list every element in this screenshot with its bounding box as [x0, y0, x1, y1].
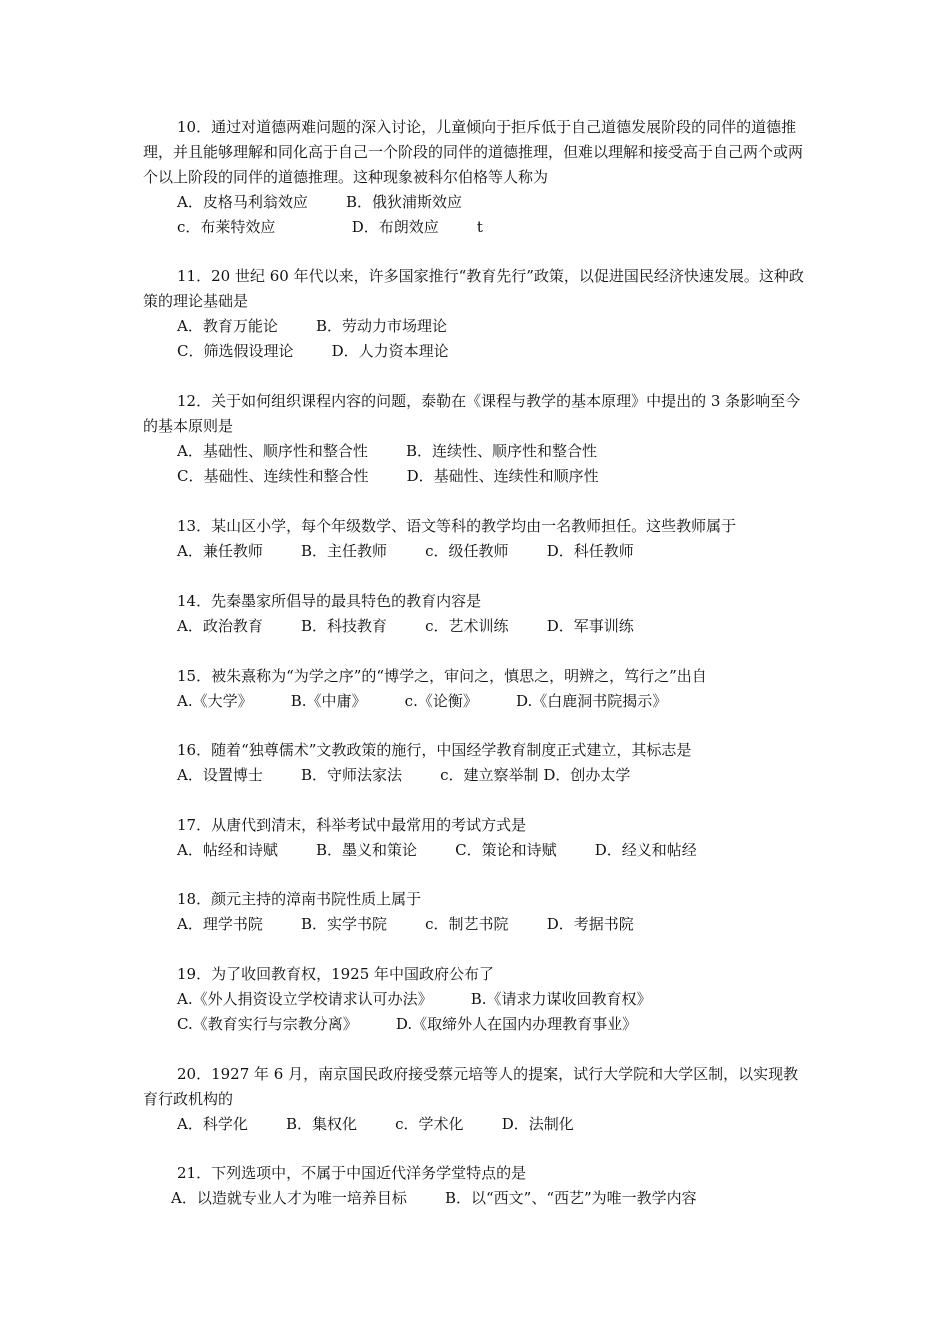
question-options: A．政治教育 B．科技教育 c．艺术训练 D．军事训练	[177, 617, 634, 635]
question-21	[143, 1161, 813, 1211]
question-18	[143, 887, 813, 937]
question-17	[143, 813, 813, 863]
question-stem: 19．为了收回教育权，1925 年中国政府公布了	[177, 965, 495, 983]
question-options: A．理学书院 B．实学书院 c．制艺书院 D．考据书院	[177, 915, 634, 933]
question-13	[143, 514, 813, 564]
question-stem: 10．通过对道德两难问题的深入讨论，儿童倾向于拒斥低于自己道德发展阶段的同伴的道德推理，并且能够理解和同化高于自己一个阶段的同伴的道德推理，但难以理解和接受高于自己两个或两个以上阶段的同伴的道德推理。这种现象被科尔伯格等人称为	[143, 118, 804, 186]
question-options: A.《外人捐资设立学校请求认可办法》 B.《请求力谋收回教育权》	[177, 990, 652, 1008]
question-options: A．帖经和诗赋 B．墨义和策论 C．策论和诗赋 D．经义和帖经	[177, 841, 697, 859]
question-stem: 12．关于如何组织课程内容的问题，泰勒在《课程与教学的基本原理》中提出的 3 条影响至今的基本原则是	[143, 392, 801, 435]
question-options: C.《教育实行与宗教分离》 D.《取缔外人在国内办理教育事业》	[177, 1015, 638, 1033]
question-stem: 13．某山区小学，每个年级数学、语文等科的教学均由一名教师担任。这些教师属于	[177, 517, 737, 535]
question-stem: 21．下列选项中，不属于中国近代洋务学堂特点的是	[177, 1164, 527, 1182]
question-options: A．以造就专业人才为唯一培养目标 B．以“西文”、“西艺”为唯一教学内容	[171, 1189, 697, 1207]
question-options: A．教育万能论 B．劳动力市场理论	[177, 317, 448, 335]
question-15	[143, 664, 813, 714]
question-stem: 14．先秦墨家所倡导的最具特色的教育内容是	[177, 592, 482, 610]
question-10	[143, 115, 813, 240]
question-options: C．筛选假设理论 D．人力资本理论	[177, 342, 449, 360]
question-stem: 16．随着“独尊儒术”文教政策的施行，中国经学教育制度正式建立，其标志是	[177, 741, 692, 759]
question-20	[143, 1062, 813, 1137]
question-options: C．基础性、连续性和整合性 D．基础性、连续性和顺序性	[177, 467, 599, 485]
question-stem: 15．被朱熹称为“为学之序”的“博学之，审问之，慎思之，明辨之，笃行之”出自	[177, 667, 707, 685]
question-options: c．布莱特效应 D．布朗效应 t	[177, 218, 483, 236]
question-19	[143, 962, 813, 1037]
question-11	[143, 264, 813, 364]
question-16	[143, 738, 813, 788]
question-options: A．皮格马利翁效应 B．俄狄浦斯效应	[177, 193, 463, 211]
question-options: A．基础性、顺序性和整合性 B．连续性、顺序性和整合性	[177, 442, 598, 460]
question-stem: 17．从唐代到清末，科举考试中最常用的考试方式是	[177, 816, 527, 834]
question-14	[143, 589, 813, 639]
question-stem: 20．1927 年 6 月，南京国民政府接受蔡元培等人的提案，试行大学院和大学区制，以实现教育行政机构的	[143, 1065, 799, 1108]
question-12	[143, 389, 813, 489]
question-options: A．设置博士 B．守师法家法 c．建立察举制 D．创办太学	[177, 766, 631, 784]
question-options: A.《大学》 B.《中庸》 c.《论衡》 D.《白鹿洞书院揭示》	[177, 692, 668, 710]
question-stem: 11．20 世纪 60 年代以来，许多国家推行“教育先行”政策，以促进国民经济快速发展。这种政策的理论基础是	[143, 267, 804, 310]
question-options: A．兼任教师 B．主任教师 c．级任教师 D．科任教师	[177, 542, 634, 560]
question-options: A．科学化 B．集权化 c．学术化 D．法制化	[177, 1115, 574, 1133]
question-stem: 18．颜元主持的漳南书院性质上属于	[177, 890, 422, 908]
